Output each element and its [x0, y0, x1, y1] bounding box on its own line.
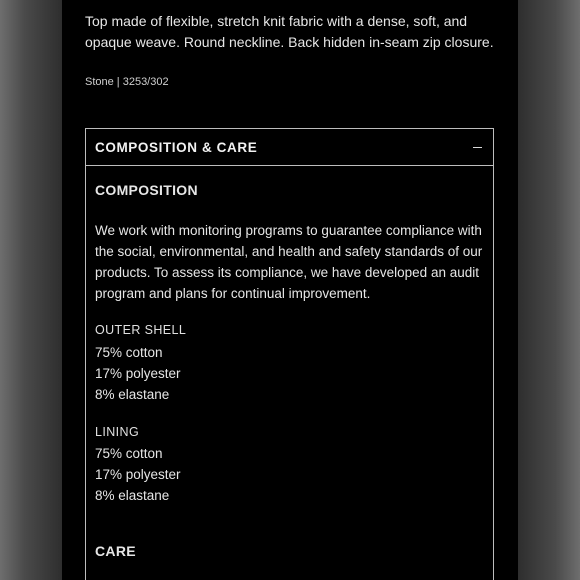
material-item: 8% elastane: [95, 488, 170, 503]
composition-care-panel: [85, 128, 494, 580]
composition-heading: COMPOSITION: [95, 182, 198, 198]
material-item: 17% polyester: [95, 366, 181, 381]
device-bezel-right: [518, 0, 580, 580]
care-heading: CARE: [95, 543, 136, 559]
product-details-screen: [62, 0, 518, 580]
outer-shell-materials: [95, 342, 181, 405]
material-item: 75% cotton: [95, 446, 163, 461]
lining-label: LINING: [95, 425, 140, 439]
compliance-text: We work with monitoring programs to guarantee compliance with the social, environmental, and health and safety standards of our products. To assess its compliance, we have developed an audit program and plans for continual improvement.: [95, 223, 483, 301]
material-item: 17% polyester: [95, 467, 181, 482]
product-color-reference: Stone | 3253/302: [85, 76, 169, 88]
composition-care-accordion-header[interactable]: [86, 129, 493, 166]
accordion-title: COMPOSITION & CARE: [95, 140, 258, 155]
material-item: 75% cotton: [95, 345, 163, 360]
material-item: 8% elastane: [95, 387, 170, 402]
outer-shell-label: OUTER SHELL: [95, 323, 187, 337]
minus-icon[interactable]: [473, 147, 482, 148]
device-bezel-left: [0, 0, 62, 580]
lining-materials: [95, 443, 181, 506]
product-description: Top made of flexible, stretch knit fabric with a dense, soft, and opaque weave. Round neckline. Back hidden in-seam zip closure.: [85, 13, 494, 50]
